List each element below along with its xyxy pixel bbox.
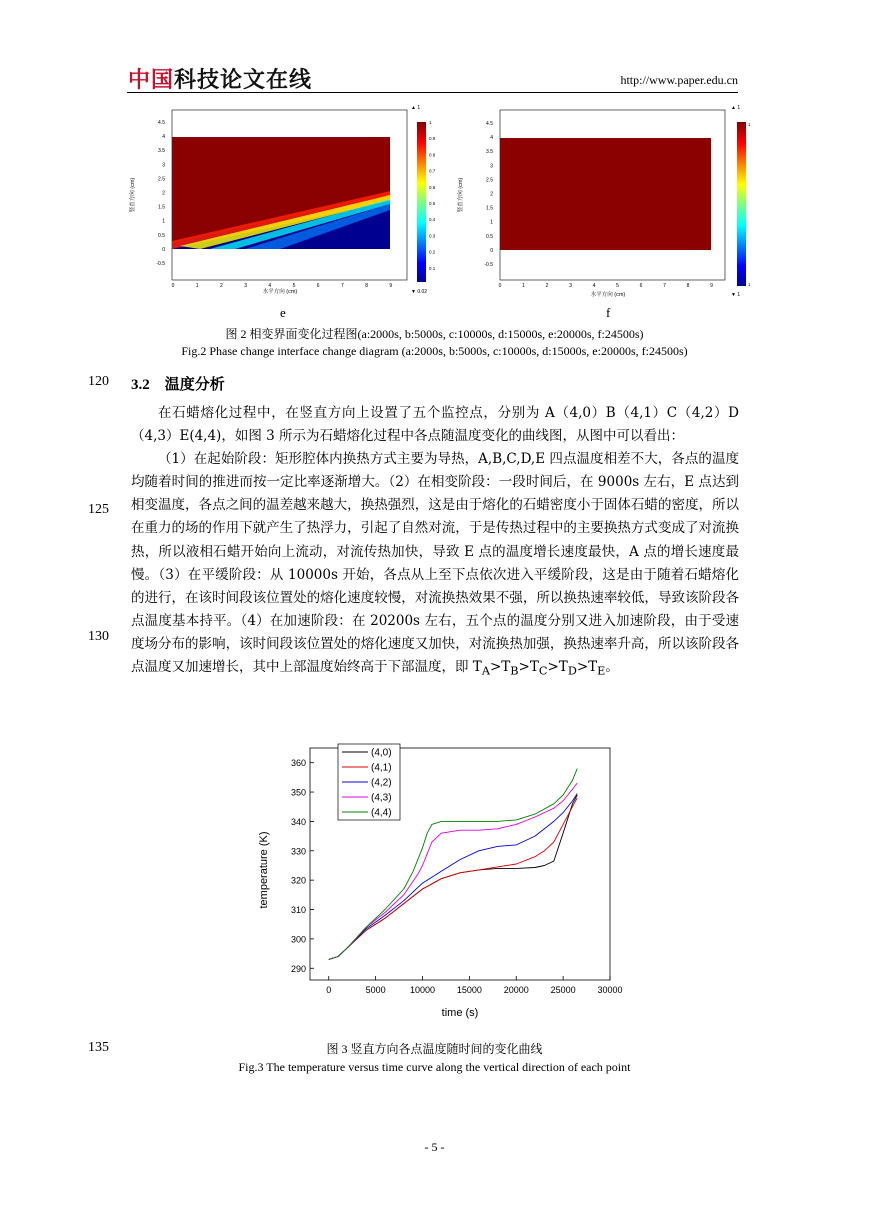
x-tick-label: 25000 — [550, 985, 576, 995]
y-tick-label: 2 — [490, 191, 493, 198]
x-tick-label: 7 — [663, 283, 666, 289]
x-axis — [326, 976, 622, 995]
fig3-caption-cn: 图 3 竖直方向各点温度随时间的变化曲线 — [326, 1042, 543, 1056]
colorbar-tick: 1 — [429, 120, 432, 125]
y-tick-label: 300 — [290, 934, 306, 945]
x-tick-label: 5000 — [365, 985, 386, 995]
x-axis-label: 水平方向 (cm) — [590, 292, 626, 298]
y-tick-label: 3 — [162, 162, 165, 169]
colorbar-tick: 0.7 — [429, 168, 436, 174]
x-tick-label: 0 — [326, 985, 332, 995]
y-tick-label: 4 — [162, 134, 165, 141]
colorbar-tick: 0.1 — [429, 265, 436, 271]
y-tick-label: 340 — [290, 816, 306, 827]
y-tick-label: 1 — [162, 218, 165, 225]
section-heading: 3.2 温度分析 — [131, 377, 225, 393]
legend — [338, 744, 400, 820]
y-tick-label: 3.5 — [158, 148, 165, 155]
fig2-caption-cn: 图 2 相变界面变化过程图(a:2000s, b:5000s, c:10000s, d:15000s, e:20000s, f:24500s) — [225, 327, 644, 341]
fig3-line-chart — [250, 738, 640, 1028]
x-tick-label: 6 — [639, 283, 643, 289]
x-axis-label: time (s) — [441, 1007, 479, 1019]
x-tick-label: 0 — [498, 283, 502, 289]
colorbar — [737, 122, 746, 286]
liquid-region — [500, 138, 711, 250]
line-number: 120 — [88, 374, 109, 389]
x-tick-label: 6 — [316, 283, 320, 289]
legend-entry: (4,1) — [371, 762, 392, 774]
y-tick-label: 1.5 — [158, 204, 165, 211]
journal-url[interactable]: http://www.paper.edu.cn — [620, 73, 738, 87]
x-tick-label: 15000 — [456, 985, 482, 995]
y-tick-labels — [484, 121, 493, 268]
x-axis-label: 水平方向 (cm) — [262, 289, 298, 295]
paragraph-analysis: （1）在起始阶段：矩形腔体内换热方式主要为导热，A,B,C,D,E 四点温度相差不大，各点的温度均随着时间的推进而按一定比率逐渐增大。（2）在相变阶段：一段时间后，在 9000s 左右，E 点达到相变温度，各点之间的温差越来越大，换热强烈，这是由于熔化的石蜡密度小于固体石蜡的密度，所以在重力的场的作用下就产生了热浮力，引起了自然对流，于是传热过程中的主要换热方式变成了对流换热，所以液相石蜡开始向上流动，对流传热加快，导致 E 点的温度增长速度最快，A 点的增长速度最慢。（3）在平缓阶段：从 10000s 开始，各点从上至下点依次进入平缓阶段，这是由于随着石蜡熔化的进行，在该时间段该位置处的熔化速度较慢，对流换热效果不强，所以换热速率较低，导致该阶段各点温度基本持平。（4）在加速阶段：在 20200s 左右，五个点的温度分别又进入加速阶段，由于受速度场分布的影响，该时间段该位置处的熔化速度又加快，对流换热加强，换热速率升高，所以该阶段各点温度又加速增长，其中上部温度始终高于下部温度，即 $T_A>T_B>T_C>T_D>T_E$。 — [131, 451, 739, 678]
y-axis-label: 竖直方向 (cm) — [458, 177, 464, 213]
y-tick-label: 2.5 — [158, 176, 165, 183]
y-tick-label: 3 — [490, 163, 493, 170]
subfigure-label-e: e — [280, 305, 286, 320]
x-tick-label: 4 — [592, 283, 596, 289]
colorbar — [417, 122, 426, 282]
x-tick-label: 9 — [710, 283, 713, 289]
y-tick-label: 0 — [162, 246, 165, 253]
colorbar-tick: 1 — [748, 122, 751, 127]
y-axis-label: 竖直方向 (cm) — [130, 177, 136, 213]
y-tick-label: 0.5 — [158, 232, 165, 239]
colorbar-max: ▲ 1 — [731, 105, 741, 111]
colorbar-tick: 0.4 — [429, 217, 436, 223]
y-tick-label: 4.5 — [158, 120, 165, 126]
series-line — [329, 798, 577, 960]
legend-entry: (4,3) — [371, 792, 392, 804]
body-text — [131, 402, 739, 683]
y-tick-label: 4.5 — [486, 121, 493, 127]
y-tick-labels — [156, 120, 165, 267]
y-tick-label: 320 — [290, 875, 306, 886]
y-axis — [291, 758, 314, 974]
legend-entry: (4,0) — [371, 747, 392, 759]
colorbar-max: ▲ 1 — [411, 105, 421, 111]
x-tick-label: 20000 — [503, 985, 529, 995]
journal-logo: 中国科技论文在线 — [128, 68, 313, 93]
y-tick-label: 0.5 — [486, 233, 493, 240]
y-tick-label: 360 — [290, 758, 306, 769]
paragraph-intro: 在石蜡熔化过程中，在竖直方向上设置了五个监控点，分别为 A（4,0）B（4,1）C（4,2）D（4,3）E(4,4)，如图 3 所示为石蜡熔化过程中各点随温度变化的曲线图，从图中可以看出： — [131, 405, 739, 445]
fig2-panel-f — [448, 100, 768, 300]
y-axis-label: temperature (K) — [258, 831, 270, 909]
fig3-caption-en: Fig.3 The temperature versus time curve along the vertical direction of each point — [238, 1060, 631, 1074]
colorbar-tick: 0.6 — [429, 184, 436, 190]
legend-entry: (4,2) — [371, 777, 392, 789]
line-number: 130 — [88, 629, 109, 644]
y-tick-label: 1.5 — [486, 205, 493, 212]
fig2-panel-e — [120, 100, 440, 300]
colorbar-tick: 0.5 — [429, 201, 436, 206]
x-tick-label: 3 — [244, 283, 247, 289]
x-tick-label: 5 — [616, 283, 619, 289]
y-tick-label: 310 — [290, 905, 306, 916]
x-tick-label: 30000 — [597, 985, 623, 995]
y-tick-label: 2.5 — [486, 177, 493, 184]
x-tick-label: 8 — [365, 283, 368, 289]
colorbar-tick: 1 — [748, 282, 751, 287]
x-tick-label: 0 — [171, 283, 175, 289]
y-tick-label: 1 — [490, 219, 493, 226]
colorbar-ticks — [429, 120, 436, 271]
legend-entry: (4,4) — [371, 807, 392, 819]
colorbar-tick: 0.3 — [429, 233, 436, 239]
x-tick-label: 9 — [389, 283, 393, 289]
x-tick-label: 3 — [569, 283, 572, 289]
line-number: 125 — [88, 502, 109, 517]
y-tick-label: -0.5 — [156, 261, 165, 267]
header-rule — [127, 92, 738, 93]
colorbar-tick: 0.8 — [429, 152, 436, 158]
x-tick-labels — [499, 283, 714, 289]
y-tick-label: 3.5 — [486, 149, 493, 156]
y-tick-label: 330 — [290, 846, 306, 857]
page-number: - 5 - — [424, 1140, 445, 1154]
colorbar-min: ▼ 0.02 — [411, 289, 428, 295]
x-tick-label: 2 — [545, 283, 549, 289]
temperature-inequality: $T_A>T_B>T_C>T_D>T_E$。 — [472, 659, 619, 678]
x-tick-label: 2 — [220, 283, 223, 289]
x-tick-label: 7 — [341, 283, 344, 289]
x-tick-label: 1 — [195, 283, 199, 289]
x-tick-label: 5 — [292, 283, 296, 289]
y-tick-label: 350 — [290, 787, 306, 798]
y-tick-label: -0.5 — [484, 262, 493, 268]
subfigure-label-f: f — [606, 305, 611, 320]
line-number: 135 — [88, 1040, 109, 1055]
y-tick-label: 290 — [290, 963, 306, 974]
y-tick-label: 4 — [490, 135, 493, 142]
y-tick-label: 2 — [162, 190, 165, 197]
colorbar-tick: 0.2 — [429, 249, 436, 255]
x-tick-label: 1 — [522, 283, 525, 289]
x-tick-label: 10000 — [409, 985, 436, 995]
fig2-caption-en: Fig.2 Phase change interface change diagram (a:2000s, b:5000s, c:10000s, d:15000s, e:20000s, f:24500s) — [181, 344, 688, 358]
x-tick-label: 4 — [268, 283, 272, 289]
y-tick-label: 0 — [490, 247, 493, 254]
colorbar-tick: 0.9 — [429, 136, 436, 142]
colorbar-min: ▼ 1 — [731, 292, 741, 298]
x-tick-label: 8 — [686, 283, 690, 289]
